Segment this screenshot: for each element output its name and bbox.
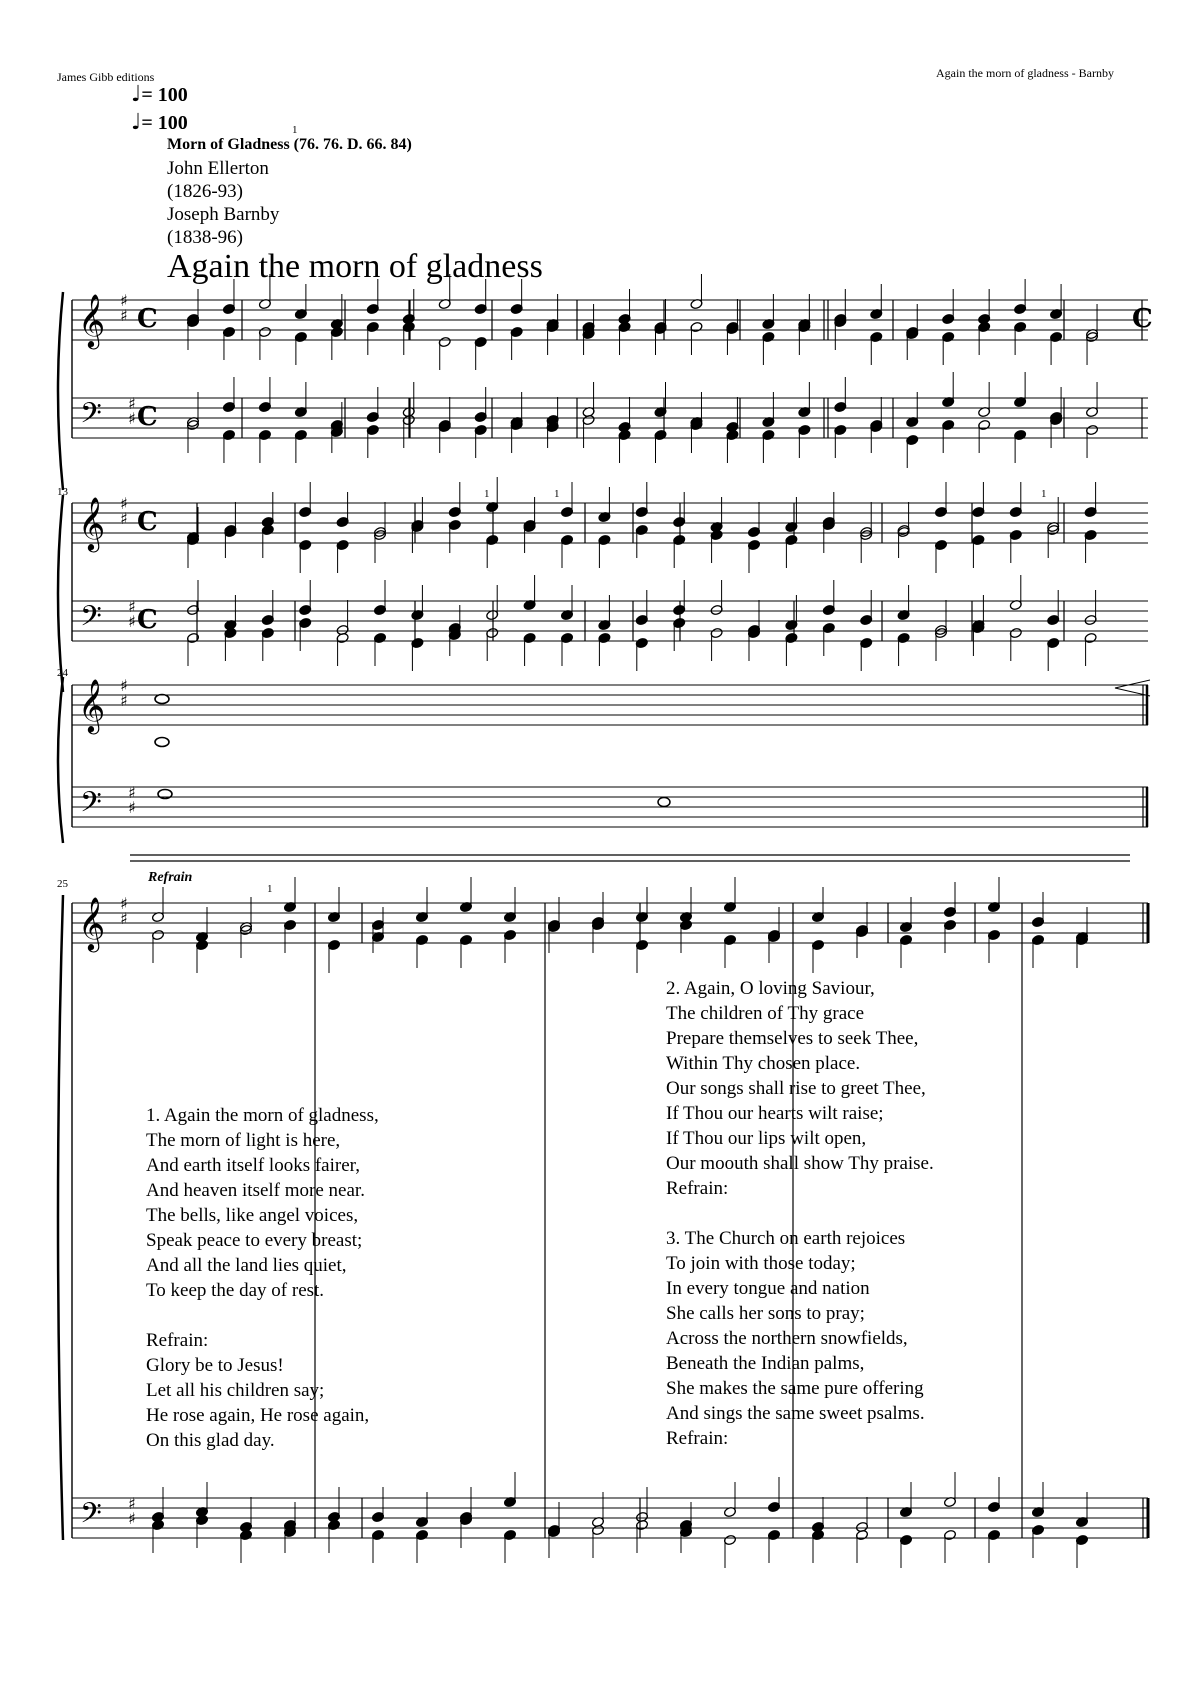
bass-clef: 𝄢: [80, 786, 102, 826]
sharp-sign: ♯: [120, 494, 128, 513]
bass-clef: 𝄢: [80, 1497, 102, 1537]
whole-note: [155, 695, 169, 704]
sharp-sign: ♯: [120, 676, 128, 695]
sharp-sign: ♯: [128, 1494, 136, 1513]
author-dates: (1826-93): [167, 181, 243, 202]
system-bracket: [58, 292, 63, 490]
sharp-sign: ♯: [128, 783, 136, 802]
system-bracket: [58, 895, 63, 1540]
bass-clef: 𝄢: [80, 600, 102, 640]
fingering-mark: 1: [554, 488, 560, 500]
sharp-sign: ♯: [120, 691, 128, 710]
time-signature: C: [1132, 304, 1153, 334]
treble-clef: 𝄞: [78, 496, 106, 550]
fingering-mark: 1: [292, 124, 298, 136]
measure-number: 25: [57, 878, 68, 890]
verses-2-3-text: 2. Again, O loving Saviour, The children of Thy grace Prepare themselves to seek Thee, Within Thy chosen place. Our songs shall rise to greet Thee, If Thou our hearts wilt raise; If Thou our lips wilt open, Our moouth shall show Thy praise. Refrain: 3. The Church on earth rejoices To join with those today; In every tongue and nation She calls her sons to pray; Across the northern snowfields, Beneath the Indian palms, She makes the same pure offering And sings the same sweet psalms. Refrain:: [666, 978, 934, 1449]
system-bracket: [58, 495, 63, 692]
time-signature: C: [137, 402, 158, 432]
composer-dates: (1838-96): [167, 227, 243, 248]
sharp-sign: ♯: [128, 1509, 136, 1528]
sharp-sign: ♯: [120, 909, 128, 928]
author-name: John Ellerton: [167, 158, 269, 179]
crescendo-hairpin: [1115, 680, 1150, 696]
verse-1-text: 1. Again the morn of gladness, The morn of light is here, And earth itself looks fairer, And heaven itself more near. The bells, like angel voices, Speak peace to every breast; And all the land lies quiet, To keep the day of rest. Refrain: Glory be to Jesus! Let all his children say; He rose again, He rose again, On this glad day.: [146, 1105, 379, 1451]
quarter-note-icon: ♩: [131, 82, 142, 107]
fingering-mark: 1: [267, 883, 273, 895]
sharp-sign: ♯: [120, 894, 128, 913]
sharp-sign: ♯: [120, 306, 128, 325]
quarter-note-icon: ♩: [131, 110, 142, 135]
measure-number: 24: [57, 667, 68, 679]
tempo-value: = 100: [141, 112, 188, 134]
sharp-sign: ♯: [128, 409, 136, 428]
time-signature: C: [137, 605, 158, 635]
sharp-sign: ♯: [128, 597, 136, 616]
system-bracket: [58, 677, 63, 843]
fingering-mark: 1: [1041, 488, 1047, 500]
publisher-label: James Gibb editions: [57, 70, 155, 84]
treble-clef: 𝄞: [78, 293, 106, 347]
running-title: Again the morn of gladness - Barnby: [936, 66, 1114, 80]
bass-clef: 𝄢: [80, 397, 102, 437]
treble-clef: 𝄞: [78, 896, 106, 950]
time-signature: C: [137, 304, 158, 334]
composer-name: Joseph Barnby: [167, 204, 280, 225]
sharp-sign: ♯: [128, 798, 136, 817]
tempo-value: = 100: [141, 84, 188, 106]
sharp-sign: ♯: [128, 394, 136, 413]
measure-number: 13: [57, 486, 68, 498]
sharp-sign: ♯: [120, 509, 128, 528]
time-signature: C: [137, 507, 158, 537]
whole-note: [155, 738, 169, 747]
tune-name: Morn of Gladness (76. 76. D. 66. 84): [167, 136, 412, 153]
treble-clef: 𝄞: [78, 678, 106, 732]
sharp-sign: ♯: [120, 291, 128, 310]
refrain-label: Refrain: [148, 870, 193, 885]
hymn-title: Again the morn of gladness: [167, 248, 543, 285]
fingering-mark: 1: [484, 488, 490, 500]
half-note: [658, 798, 670, 807]
sharp-sign: ♯: [128, 612, 136, 631]
score-marks: [130, 680, 1150, 861]
